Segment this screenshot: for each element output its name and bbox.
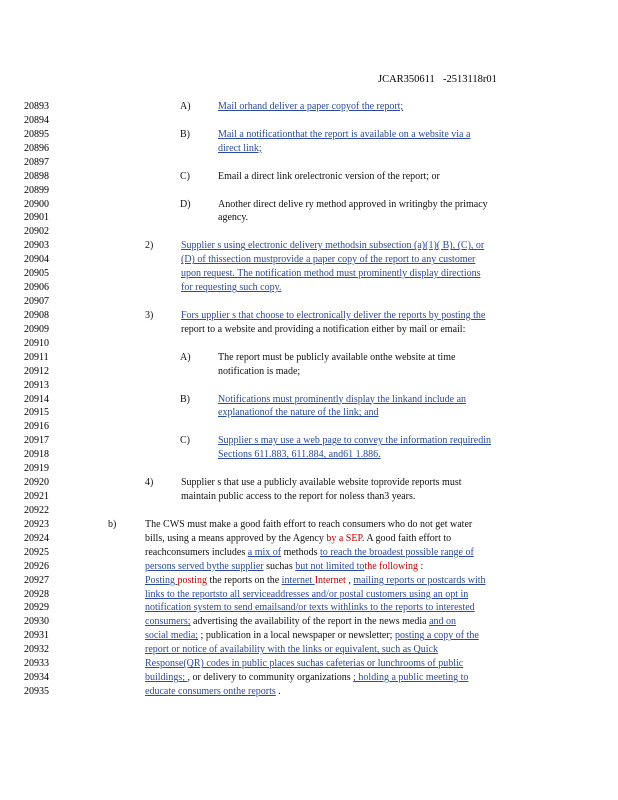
- line-text: [181, 253, 475, 267]
- line-text: [145, 657, 463, 671]
- body-text: The report must be publicly available onthe website at time: [218, 351, 456, 363]
- inserted-text: for requesting such copy.: [181, 282, 282, 294]
- line-number: 20906: [24, 282, 49, 294]
- inserted-text: persons served bythe supplier: [145, 560, 264, 572]
- body-text: ,: [345, 574, 354, 586]
- inserted-text: and on: [429, 616, 457, 628]
- deleted-text: posting: [177, 574, 207, 586]
- list-marker: C): [180, 170, 190, 182]
- document-line: [0, 239, 618, 253]
- document-line: [0, 574, 618, 588]
- list-marker: D): [180, 198, 191, 210]
- body-text: methods: [281, 546, 320, 558]
- line-number: 20913: [24, 379, 49, 391]
- document-line: [0, 476, 618, 490]
- document-line: [0, 170, 618, 184]
- deleted-text: Internet: [314, 574, 346, 586]
- line-text: [145, 615, 456, 629]
- line-number: 20915: [24, 407, 49, 419]
- document-line: [0, 406, 618, 420]
- line-number: 20920: [24, 477, 49, 489]
- line-number: 20925: [24, 546, 49, 558]
- inserted-text: links to the reportsto all serviceaddresses and/or postal customers using an opt in: [145, 588, 469, 600]
- line-number: 20928: [24, 588, 49, 600]
- inserted-text: Notifications must prominently display the linkand include an: [218, 393, 467, 405]
- inserted-text: Supplier s using electronic delivery methodsin subsection (a)(1)( B), (C), or: [181, 240, 485, 252]
- line-number: 20910: [24, 337, 49, 349]
- body-text: . A good faith effort to: [361, 532, 452, 544]
- document-line: [0, 351, 618, 365]
- document-line: [0, 657, 618, 671]
- line-text: [181, 239, 484, 253]
- document-line: [0, 560, 618, 574]
- line-text: [218, 128, 470, 142]
- document-line: [0, 518, 618, 532]
- line-number: 20918: [24, 449, 49, 461]
- line-number: 20914: [24, 393, 49, 405]
- line-text: [218, 434, 491, 448]
- line-text: [145, 643, 438, 657]
- document-line: [0, 629, 618, 643]
- line-text: [145, 588, 468, 602]
- line-number: 20909: [24, 323, 49, 335]
- body-text: Supplier s that use a publicly available website toprovide reports must: [181, 477, 462, 489]
- line-text: [181, 309, 485, 323]
- line-number: 20902: [24, 226, 49, 238]
- inserted-text: notification system to send emailsand/or texts withlinks to the reports to interested: [145, 602, 475, 614]
- line-text: [145, 518, 472, 532]
- document-line: [0, 211, 618, 225]
- line-number: 20929: [24, 602, 49, 614]
- line-text: [218, 351, 455, 365]
- body-text: bills, using a means approved by the Agency: [145, 532, 327, 544]
- inserted-text: social media;: [145, 630, 199, 642]
- deleted-text: by a SEP: [326, 532, 362, 544]
- line-number: 20907: [24, 296, 49, 308]
- line-number: 20901: [24, 212, 49, 224]
- inserted-text: buildings;: [145, 672, 188, 684]
- document-line: [0, 490, 618, 504]
- document-line: [0, 379, 618, 393]
- line-text: [145, 671, 468, 685]
- line-text: [218, 393, 466, 407]
- inserted-text: explanationof the nature of the link; and: [218, 407, 379, 419]
- line-number: 20896: [24, 142, 49, 154]
- inserted-text: Response(QR) codes in public places suchas cafeterias or lunchrooms of public: [145, 658, 464, 670]
- document-line: [0, 434, 618, 448]
- line-text: [145, 560, 423, 574]
- line-text: [181, 490, 415, 504]
- line-number: 20903: [24, 240, 49, 252]
- line-number: 20919: [24, 463, 49, 475]
- inserted-text: internet: [281, 574, 315, 586]
- body-text: Another direct delive ry method approved in writingby the primacy: [218, 198, 488, 210]
- document-line: [0, 588, 618, 602]
- document-line: [0, 671, 618, 685]
- line-number: 20935: [24, 686, 49, 698]
- document-line: [0, 546, 618, 560]
- document-line: [0, 309, 618, 323]
- line-number: 20917: [24, 435, 49, 447]
- line-number: 20911: [24, 351, 49, 363]
- inserted-text: upon request. The notification method must prominently display directions: [181, 268, 481, 280]
- deleted-text: the following: [364, 560, 419, 572]
- inserted-text: posting a copy of the: [394, 630, 479, 642]
- line-number: 20900: [24, 198, 49, 210]
- document-line: [0, 281, 618, 295]
- line-text: [218, 170, 440, 184]
- inserted-text: educate consumers onthe reports: [145, 686, 276, 698]
- line-text: [145, 601, 475, 615]
- line-number: 20932: [24, 644, 49, 656]
- document-line: [0, 198, 618, 212]
- line-number: 20926: [24, 560, 49, 572]
- line-number: 20923: [24, 518, 49, 530]
- inserted-text: direct link;: [218, 142, 262, 154]
- line-text: [181, 281, 281, 295]
- line-number: 20893: [24, 101, 49, 112]
- line-text: [145, 532, 451, 546]
- line-number: 20905: [24, 268, 49, 280]
- line-number: 20916: [24, 421, 49, 433]
- document-line: [0, 156, 618, 170]
- inserted-text: Supplier s may use a web page to convey the information requiredin: [218, 435, 491, 447]
- line-number: 20894: [24, 114, 49, 126]
- line-number: 20921: [24, 491, 49, 503]
- list-marker: B): [180, 393, 190, 405]
- line-text: [218, 100, 403, 114]
- document-line: [0, 253, 618, 267]
- revision-id: -2513118r01: [443, 74, 497, 85]
- body-text: the reports on the: [206, 574, 282, 586]
- body-text: .: [275, 686, 281, 698]
- line-number: 20898: [24, 170, 49, 182]
- list-marker: b): [108, 518, 117, 530]
- document-line: [0, 601, 618, 615]
- document-line: [0, 462, 618, 476]
- document-line: [0, 128, 618, 142]
- line-text: [145, 546, 474, 560]
- body-text: Email a direct link orelectronic version of the report; or: [218, 170, 440, 182]
- document-line: [0, 420, 618, 434]
- document-line: [0, 100, 618, 114]
- list-marker: B): [180, 128, 190, 140]
- body-text: The CWS must make a good faith effort to reach consumers who do not get water: [145, 518, 473, 530]
- line-number: 20933: [24, 658, 49, 670]
- inserted-text: mailing reports or postcards with: [353, 574, 486, 586]
- line-number: 20895: [24, 128, 49, 140]
- line-text: [145, 629, 479, 643]
- inserted-text: ; holding a public meeting to: [353, 672, 469, 684]
- inserted-text: but not limited to: [295, 560, 365, 572]
- list-marker: A): [180, 351, 191, 363]
- document-line: [0, 365, 618, 379]
- line-number: 20912: [24, 365, 49, 377]
- line-number: 20904: [24, 254, 49, 266]
- inserted-text: a mix of: [247, 546, 282, 558]
- document-line: [0, 615, 618, 629]
- line-number: 20908: [24, 309, 49, 321]
- body-text: maintain public access to the report for noless than3 years.: [181, 491, 416, 503]
- line-number: 20934: [24, 672, 49, 684]
- list-marker: 4): [145, 477, 154, 489]
- document-line: [0, 393, 618, 407]
- line-text: [218, 211, 248, 225]
- body-text: agency.: [218, 212, 249, 224]
- document-line: [0, 225, 618, 239]
- line-number: 20897: [24, 156, 49, 168]
- line-number: 20927: [24, 574, 49, 586]
- document-line: [0, 267, 618, 281]
- list-marker: 2): [145, 240, 154, 252]
- line-text: [218, 365, 300, 379]
- line-number: 20924: [24, 532, 49, 544]
- document-line: [0, 295, 618, 309]
- document-line: [0, 685, 618, 699]
- list-marker: C): [180, 435, 190, 447]
- line-number: 20899: [24, 184, 49, 196]
- body-text: :: [418, 560, 424, 572]
- inserted-text: consumers;: [145, 616, 191, 628]
- line-text: [181, 323, 465, 337]
- body-text: reachconsumers includes: [145, 546, 248, 558]
- line-text: [181, 476, 462, 490]
- document-line: [0, 184, 618, 198]
- line-text: [218, 142, 262, 156]
- line-text: [145, 574, 486, 588]
- inserted-text: Sections 611.883, 611.884, and61 1.886.: [218, 449, 381, 461]
- document-id: JCAR350611: [378, 74, 435, 85]
- line-number: 20931: [24, 630, 49, 642]
- inserted-text: Mail a notificationthat the report is available on a website via a: [218, 128, 471, 140]
- list-marker: A): [180, 101, 191, 112]
- body-text: , or: [187, 672, 201, 684]
- line-text: [218, 448, 381, 462]
- inserted-text: Posting: [145, 574, 178, 586]
- line-number: 20930: [24, 616, 49, 628]
- document-line: [0, 114, 618, 128]
- line-text: [218, 198, 488, 212]
- body-text: notification is made;: [218, 365, 301, 377]
- document-line: [0, 448, 618, 462]
- document-line: [0, 323, 618, 337]
- inserted-text: report or notice of availability with the links or equivalent, such as Quick: [145, 644, 438, 656]
- body-text: report to a website and providing a notification either by mail or email:: [181, 323, 466, 335]
- document-line: [0, 643, 618, 657]
- line-number: 20922: [24, 504, 49, 516]
- body-text: advertising the availability of the report in the news media: [190, 616, 430, 628]
- inserted-text: Fors upplier s that choose to electronically deliver the reports by posting the: [181, 309, 486, 321]
- list-marker: 3): [145, 309, 154, 321]
- document-line: [0, 337, 618, 351]
- inserted-text: to reach the broadest possible range of: [319, 546, 474, 558]
- document-line: [0, 532, 618, 546]
- line-text: [218, 406, 379, 420]
- line-text: [145, 685, 281, 699]
- body-text: suchas: [263, 560, 296, 572]
- body-text: delivery to community organizations: [200, 672, 354, 684]
- inserted-text: Mail orhand deliver a paper copyof the report;: [218, 101, 404, 112]
- document-line: [0, 504, 618, 518]
- body-text: ; publication in a local newspaper or newsletter;: [198, 630, 395, 642]
- line-text: [181, 267, 481, 281]
- inserted-text: (D) of thissection mustprovide a paper copy of the report to any customer: [181, 254, 476, 266]
- document-line: [0, 142, 618, 156]
